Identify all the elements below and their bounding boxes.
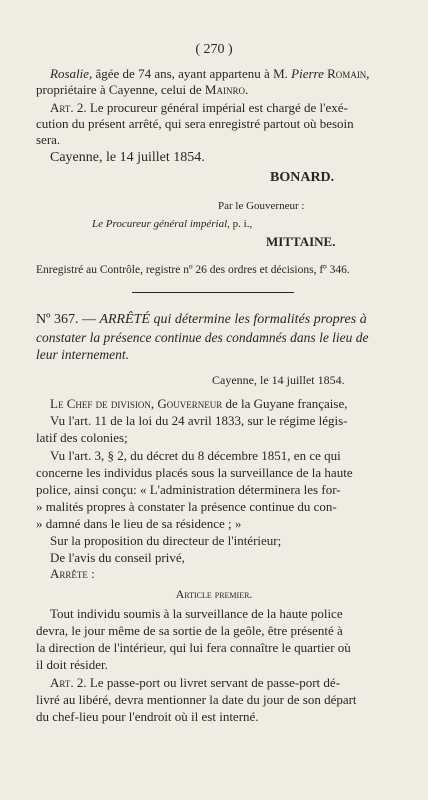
article-heading: Article premier. — [175, 587, 253, 601]
article-label: Art. 2. — [50, 100, 87, 115]
decree-title: leur internement. — [36, 347, 129, 362]
text-fragment: Le Procureur général impérial, — [92, 218, 230, 230]
text-fragment: Mainro. — [204, 82, 249, 97]
registration-note: Enregistré au Contrôle, registre nº 26 des ordres et décisions, fº 346. — [36, 264, 350, 276]
text-line — [50, 675, 428, 691]
text-fragment: qui détermine les formalités propres à — [150, 312, 367, 327]
signature-title: Par le Gouverneur : — [218, 200, 305, 212]
divider-rule — [132, 292, 294, 293]
text-fragment: propriétaire à Cayenne, celui de — [36, 82, 205, 97]
date-line: Cayenne, le 14 juillet 1854. — [212, 373, 345, 387]
text-line: Sur la proposition du directeur de l'intérieur; — [50, 533, 282, 548]
text-line: cution du présent arrêté, qui sera enregistré partout où besoin — [36, 116, 354, 131]
text-line: latif des colonies; — [36, 430, 128, 445]
text-line — [50, 66, 428, 82]
text-line: police, ainsi conçu: « L'administration déterminera les for- — [36, 482, 341, 497]
text-fragment: Le Chef de division, Gouverneur — [50, 396, 223, 411]
text-line: concerne les individus placés sous la surveillance de la haute — [36, 465, 353, 480]
text-fragment: Le passe-port ou livret servant de passe-port dé- — [86, 675, 341, 690]
text-line: sera. — [36, 132, 61, 147]
text-line: Vu l'art. 11 de la loi du 24 avril 1833, sur le régime légis- — [50, 413, 348, 428]
article-label: Art. 2. — [50, 675, 87, 690]
arrete-heading: Arrête : — [50, 566, 95, 581]
date-line: Cayenne, le 14 juillet 1854. — [50, 150, 205, 165]
text-line — [50, 396, 428, 412]
text-line: » malités propres à constater la présence continue du con- — [36, 499, 337, 514]
text-line — [50, 100, 428, 116]
text-line: devra, le jour même de sa sortie de la geôle, être présenté à — [36, 623, 343, 638]
decree-title: constater la présence continue des condamnés dans le lieu de — [36, 330, 369, 345]
text-fragment: Pierre — [291, 66, 324, 81]
text-fragment: — — [78, 312, 100, 327]
text-line: la direction de l'intérieur, qui lui fera connaître le quartier où — [36, 640, 351, 655]
text-line: Vu l'art. 3, § 2, du décret du 8 décembre 1851, en ce qui — [50, 448, 341, 463]
text-line: livré au libéré, devra mentionner la date du jour de son départ — [36, 692, 357, 707]
text-fragment: âgée de 74 ans, ayant appartenu à M. — [92, 66, 292, 81]
text-line: il doit résider. — [36, 657, 108, 672]
text-fragment: ARRÊTÉ — [99, 312, 150, 327]
text-line: Tout individu soumis à la surveillance de la haute police — [50, 606, 343, 621]
signature-title — [92, 216, 428, 232]
text-line: du chef-lieu pour l'endroit où il est interné. — [36, 709, 259, 724]
decree-title — [36, 312, 428, 328]
text-fragment: p. i., — [229, 218, 253, 230]
text-line — [36, 82, 428, 98]
text-line: » damné dans le lieu de sa résidence ; » — [36, 516, 242, 531]
signature: MITTAINE. — [266, 234, 336, 249]
text-fragment: Romain, — [327, 66, 370, 81]
text-fragment: Rosalie, — [50, 66, 93, 81]
text-fragment: Le procureur général impérial est chargé de l'exé- — [86, 100, 348, 115]
text-fragment: de la Guyane française, — [222, 396, 348, 411]
text-line: De l'avis du conseil privé, — [50, 550, 185, 565]
signature: BONARD. — [270, 170, 335, 185]
decree-number: Nº 367. — [36, 312, 79, 327]
page-number: ( 270 ) — [195, 42, 233, 57]
